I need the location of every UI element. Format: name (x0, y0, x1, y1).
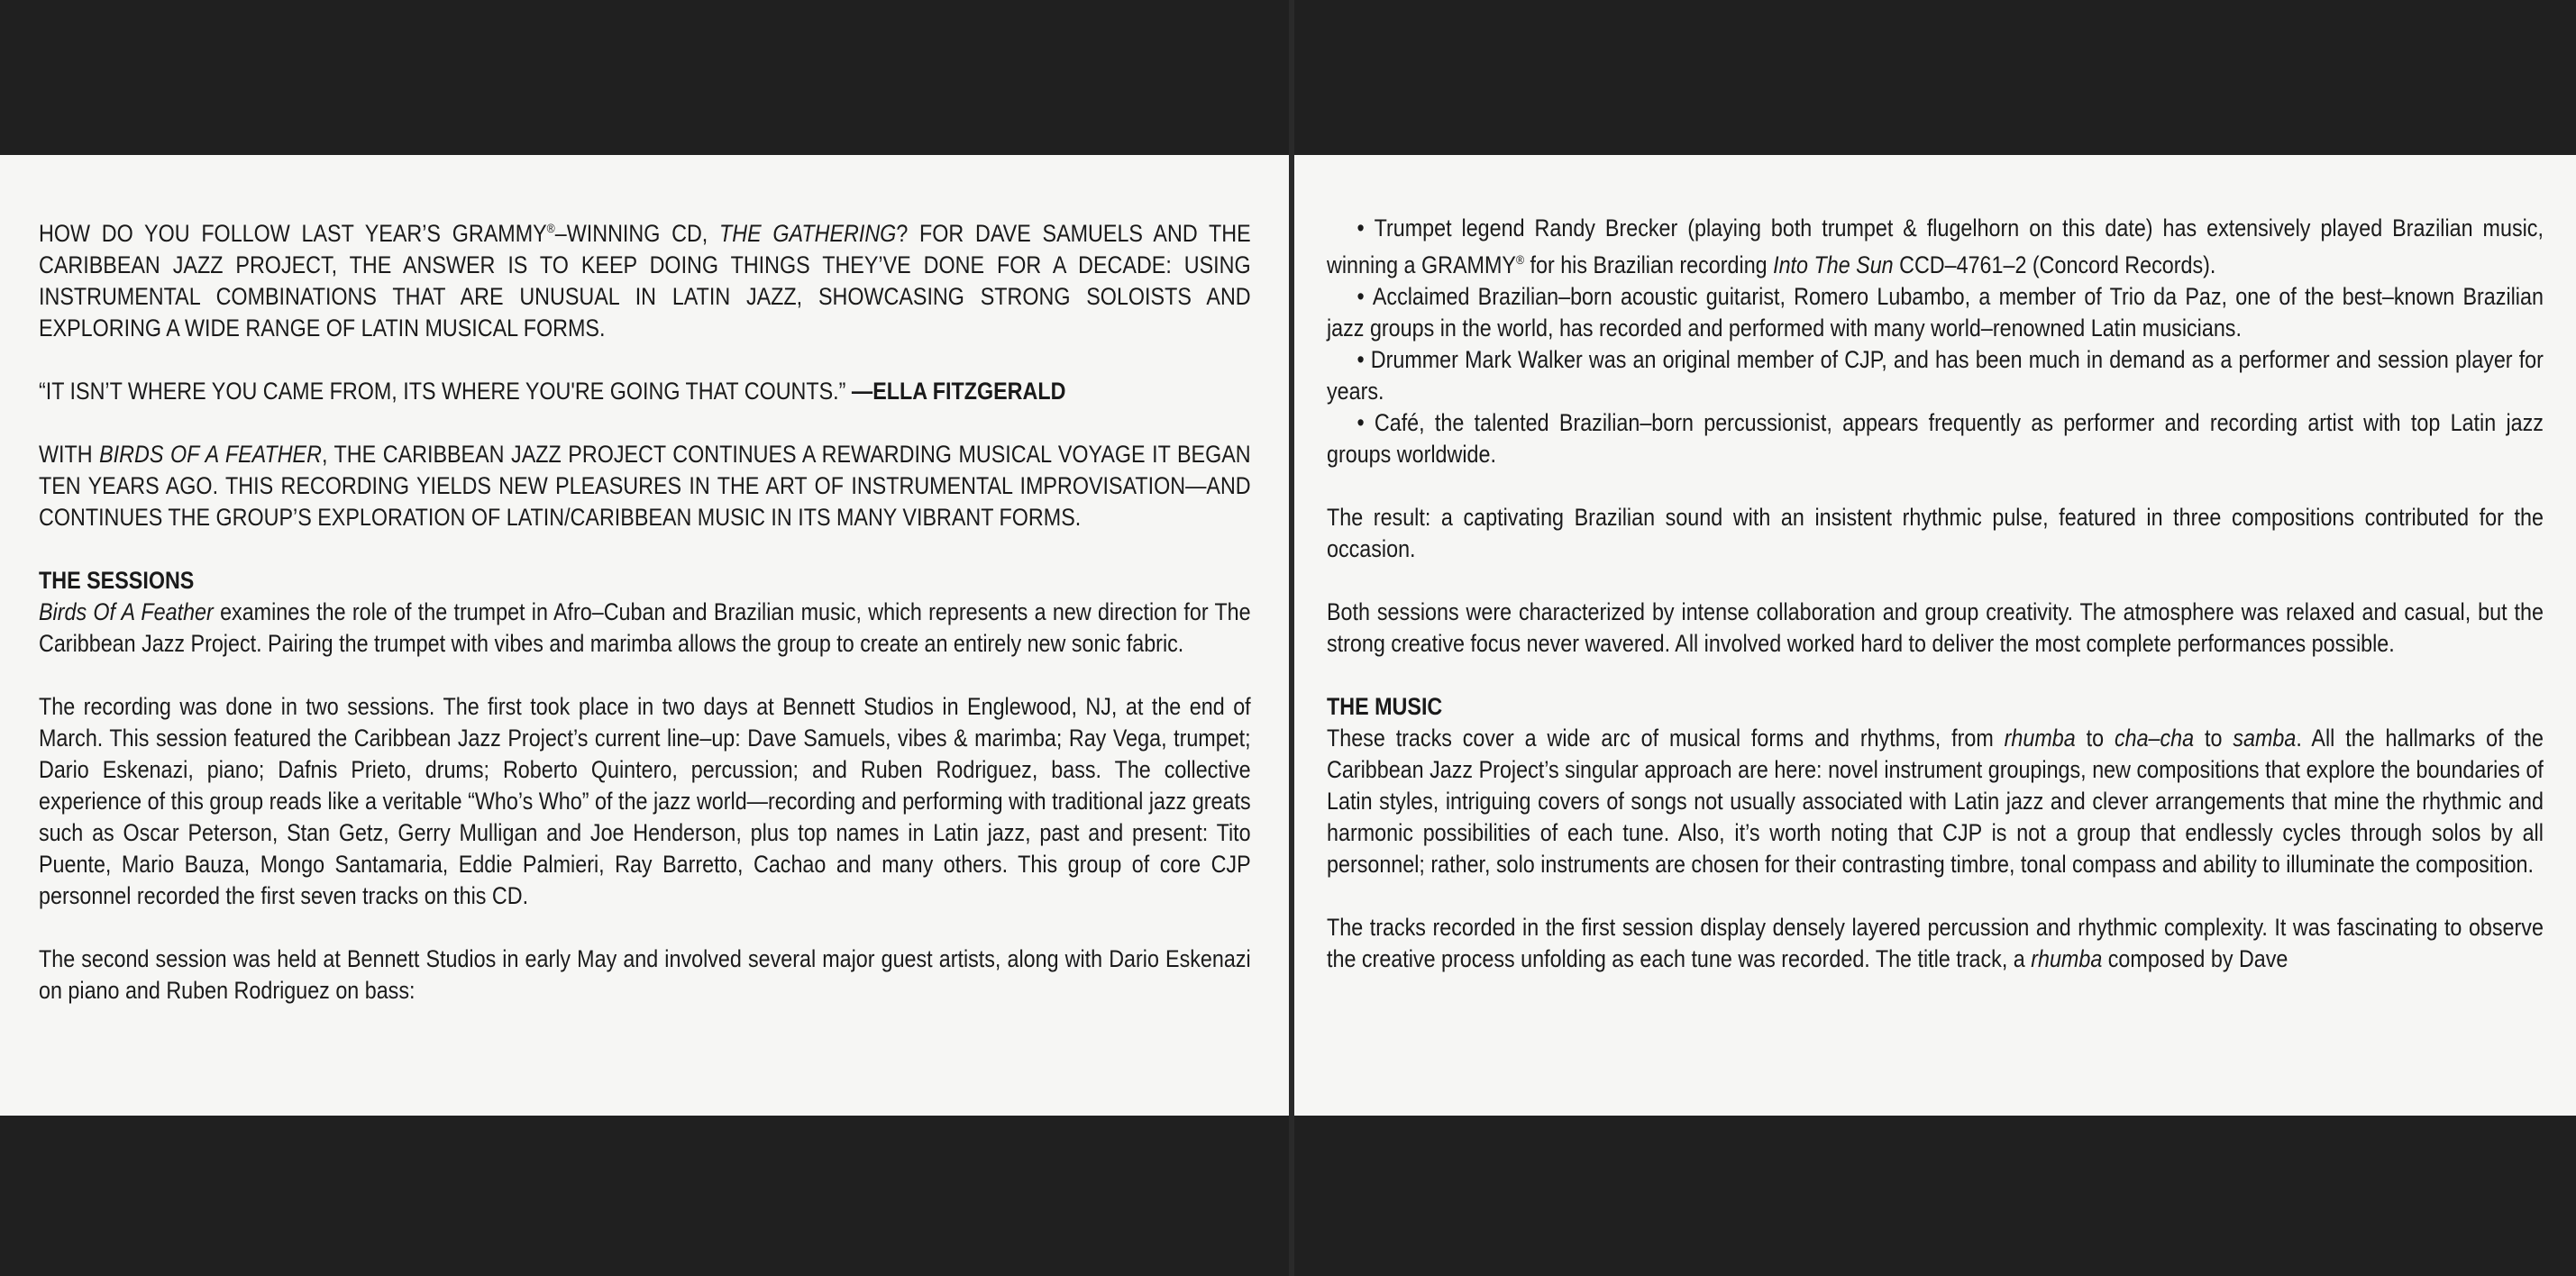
list-item: • Trumpet legend Randy Brecker (playing both trumpet & flugelhorn on this date) has extensively played Brazilian music, winning a GRAMMY® for his Brazilian recording Into The Sun CCD–4761–2 (Concord Records). (1327, 213, 2544, 281)
recording-paragraph: The recording was done in two sessions. The first took place in two days at Bennett Studios in Englewood, NJ, at the end of March. This session featured the Caribbean Jazz Project’s current line–up: Dave Samuels, vibes & marimba; Ray Vega, trumpet; Dario Eskenazi, piano; Dafnis Prieto, drums; Roberto Quintero, percussion; and Ruben Rodriguez, bass. The collective experience of this group reads like a veritable “Who’s Who” of the jazz world—recording and performing with traditional jazz greats such as Oscar Peterson, Stan Getz, Gerry Mulligan and Joe Henderson, plus top names in Latin jazz, past and present: Tito Puente, Mario Bauza, Mongo Santamaria, Eddie Palmieri, Ray Barretto, Cachao and many others. This group of core CJP personnel recorded the first seven tracks on this CD. (39, 692, 1251, 909)
music-section: THE MUSIC These tracks cover a wide arc of musical forms and rhythms, from rhumba to cha–cha to samba. All the hallmarks of the Caribbean Jazz Project’s singular approach are here: novel instrument groupings, new compositions that explore the boundaries of Latin styles, intriguing covers of songs not usually associated with Latin jazz and clever arrangements that mine the rhythmic and harmonic possibilities of each tune. Also, it’s worth noting that CJP is not a group that endlessly cycles through solos by all personnel; rather, solo instruments are chosen for their contrasting timbre, tonal compass and ability to illuminate the composition. (1327, 692, 2544, 878)
second-session-paragraph: The second session was held at Bennett Studios in early May and involved several major guest artists, along with Dario Eskenazi on piano and Ruben Rodriguez on bass: (39, 944, 1251, 1004)
album-title: BIRDS OF A FEATHER (99, 440, 322, 468)
top-black-band (1294, 0, 2576, 155)
sessions-section: THE SESSIONS Birds Of A Feather examines the role of the trumpet in Afro–Cuban and Brazilian music, which represents a new direction for The Caribbean Jazz Project. Pairing the trumpet with vibes and marimba allows the group to create an entirely new sonic fabric. (39, 566, 1251, 657)
guest-artists-list (1327, 213, 2544, 470)
album-title: Into The Sun (1773, 251, 1894, 278)
album-title: Birds Of A Feather (39, 597, 214, 625)
list-item: • Acclaimed Brazilian–born acoustic guitarist, Romero Lubambo, a member of Trio da Paz, one of the best–known Brazilian jazz groups in the world, has recorded and performed with many world–renowned Latin musicians. (1327, 281, 2544, 344)
result-paragraph: The result: a captivating Brazilian sound with an insistent rhythmic pulse, featured in three compositions contributed for the occasion. (1327, 503, 2544, 562)
top-black-band (0, 0, 1289, 155)
album-title: THE GATHERING (719, 219, 897, 247)
sessions-summary-paragraph: Both sessions were characterized by intense collaboration and group creativity. The atmosphere was relaxed and casual, but the strong creative focus never wavered. All involved worked hard to deliver the most complete performances possible. (1327, 597, 2544, 657)
bottom-black-band (0, 1116, 1289, 1276)
quote-text: “IT ISN’T WHERE YOU CAME FROM, ITS WHERE YOU'RE GOING THAT COUNTS.” (39, 377, 846, 405)
bottom-black-band (1294, 1116, 2576, 1276)
right-page (1294, 0, 2576, 1276)
with-paragraph: WITH BIRDS OF A FEATHER, THE CARIBBEAN JAZZ PROJECT CONTINUES A REWARDING MUSICAL VOYAGE IT BEGAN TEN YEARS AGO. THIS RECORDING YIELDS NEW PLEASURES IN THE ART OF INSTRUMENTAL IMPROVISATION—AND CONTINUES THE GROUP’S EXPLORATION OF LATIN/CARIBBEAN MUSIC IN ITS MANY VIBRANT FORMS. (39, 440, 1251, 531)
quote-paragraph (39, 376, 1251, 407)
left-page-text (39, 213, 1251, 1038)
list-item: • Café, the talented Brazilian–born percussionist, appears frequently as performer and recording artist with top Latin jazz groups worldwide. (1327, 407, 2544, 470)
quote-attribution: —ELLA FITZGERALD (845, 377, 1066, 405)
right-page-text (1327, 213, 2544, 1007)
sessions-heading: THE SESSIONS (39, 566, 195, 594)
intro-paragraph: HOW DO YOU FOLLOW LAST YEAR’S GRAMMY®–WINNING CD, THE GATHERING? FOR DAVE SAMUELS AND THE CARIBBEAN JAZZ PROJECT, THE ANSWER IS TO KEEP DOING THINGS THEY’VE DONE FOR A DECADE: USING INSTRUMENTAL COMBINATIONS THAT ARE UNUSUAL IN LATIN JAZZ, SHOWCASING STRONG SOLOISTS AND EXPLORING A WIDE RANGE OF LATIN MUSICAL FORMS. (39, 219, 1251, 342)
list-item: • Drummer Mark Walker was an original member of CJP, and has been much in demand as a performer and session player for years. (1327, 344, 2544, 407)
music-heading: THE MUSIC (1327, 692, 1443, 720)
first-session-tracks-paragraph: The tracks recorded in the first session display densely layered percussion and rhythmic complexity. It was fascinating to observe the creative process unfolding as each tune was recorded. The title track, a rhumba composed by Dave (1327, 913, 2544, 972)
